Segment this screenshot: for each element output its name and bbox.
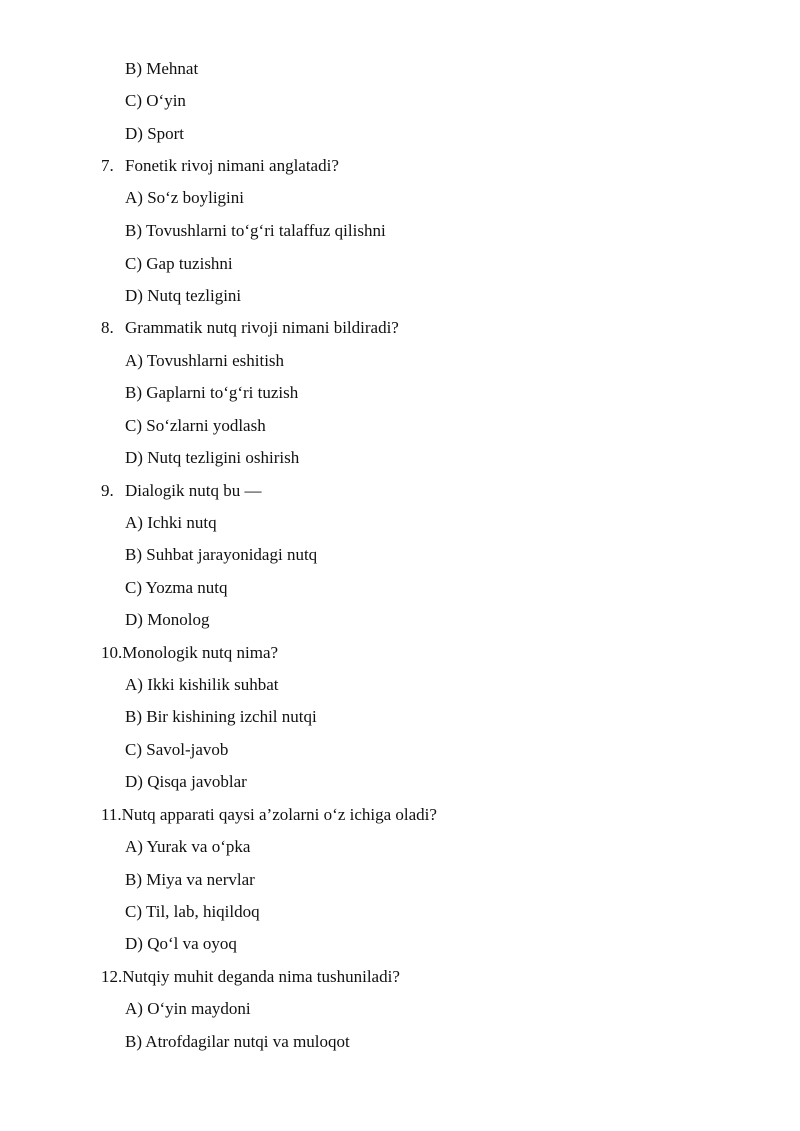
option-7a: A) So‘z boyligini xyxy=(125,188,244,207)
question-text: Dialogik nutq bu — xyxy=(125,481,262,500)
question-text: Fonetik rivoj nimani anglatadi? xyxy=(125,156,339,175)
option-8c: C) So‘zlarni yodlash xyxy=(125,416,266,435)
question-text: Monologik nutq nima? xyxy=(122,643,279,662)
option-12b: B) Atrofdagilar nutqi va muloqot xyxy=(125,1032,350,1051)
option-7d: D) Nutq tezligini xyxy=(125,286,242,305)
question-9 xyxy=(101,481,261,501)
option-8b: B) Gaplarni to‘g‘ri tuzish xyxy=(125,383,299,402)
option-9b: B) Suhbat jarayonidagi nutq xyxy=(125,545,318,564)
question-number: 11. xyxy=(101,805,122,824)
option-9d: D) Monolog xyxy=(125,610,210,629)
option-10c: C) Savol-javob xyxy=(125,740,229,759)
option-11a: A) Yurak va o‘pka xyxy=(125,837,251,856)
question-12 xyxy=(101,967,400,987)
option-11d: D) Qo‘l va oyoq xyxy=(125,934,237,953)
question-text: Grammatik nutq rivoji nimani bildiradi? xyxy=(125,318,399,337)
question-7 xyxy=(101,156,339,176)
option-6c: C) O‘yin xyxy=(125,91,186,110)
option-11b: B) Miya va nervlar xyxy=(125,870,255,889)
option-8a: A) Tovushlarni eshitish xyxy=(125,351,285,370)
question-number: 9. xyxy=(101,481,114,500)
option-11c: C) Til, lab, hiqildoq xyxy=(125,902,260,921)
question-number: 8. xyxy=(101,318,114,337)
option-6d: D) Sport xyxy=(125,124,185,143)
question-number: 12. xyxy=(101,967,123,986)
option-7b: B) Tovushlarni to‘g‘ri talaffuz qilishni xyxy=(125,221,386,240)
question-8 xyxy=(101,318,399,338)
option-10a: A) Ikki kishilik suhbat xyxy=(125,675,279,694)
option-8d: D) Nutq tezligini oshirish xyxy=(125,448,300,467)
option-6b: B) Mehnat xyxy=(125,59,199,78)
question-text: Nutqiy muhit deganda nima tushuniladi? xyxy=(122,967,400,986)
question-10 xyxy=(101,643,278,663)
option-12a: A) O‘yin maydoni xyxy=(125,999,251,1018)
option-7c: C) Gap tuzishni xyxy=(125,254,233,273)
question-11 xyxy=(101,805,437,825)
question-number: 10. xyxy=(101,643,123,662)
option-10d: D) Qisqa javoblar xyxy=(125,772,247,791)
option-9c: C) Yozma nutq xyxy=(125,578,228,597)
question-text: Nutq apparati qaysi a’zolarni o‘z ichiga oladi? xyxy=(121,805,437,824)
option-9a: A) Ichki nutq xyxy=(125,513,217,532)
question-number: 7. xyxy=(101,156,114,175)
option-10b: B) Bir kishining izchil nutqi xyxy=(125,707,317,726)
